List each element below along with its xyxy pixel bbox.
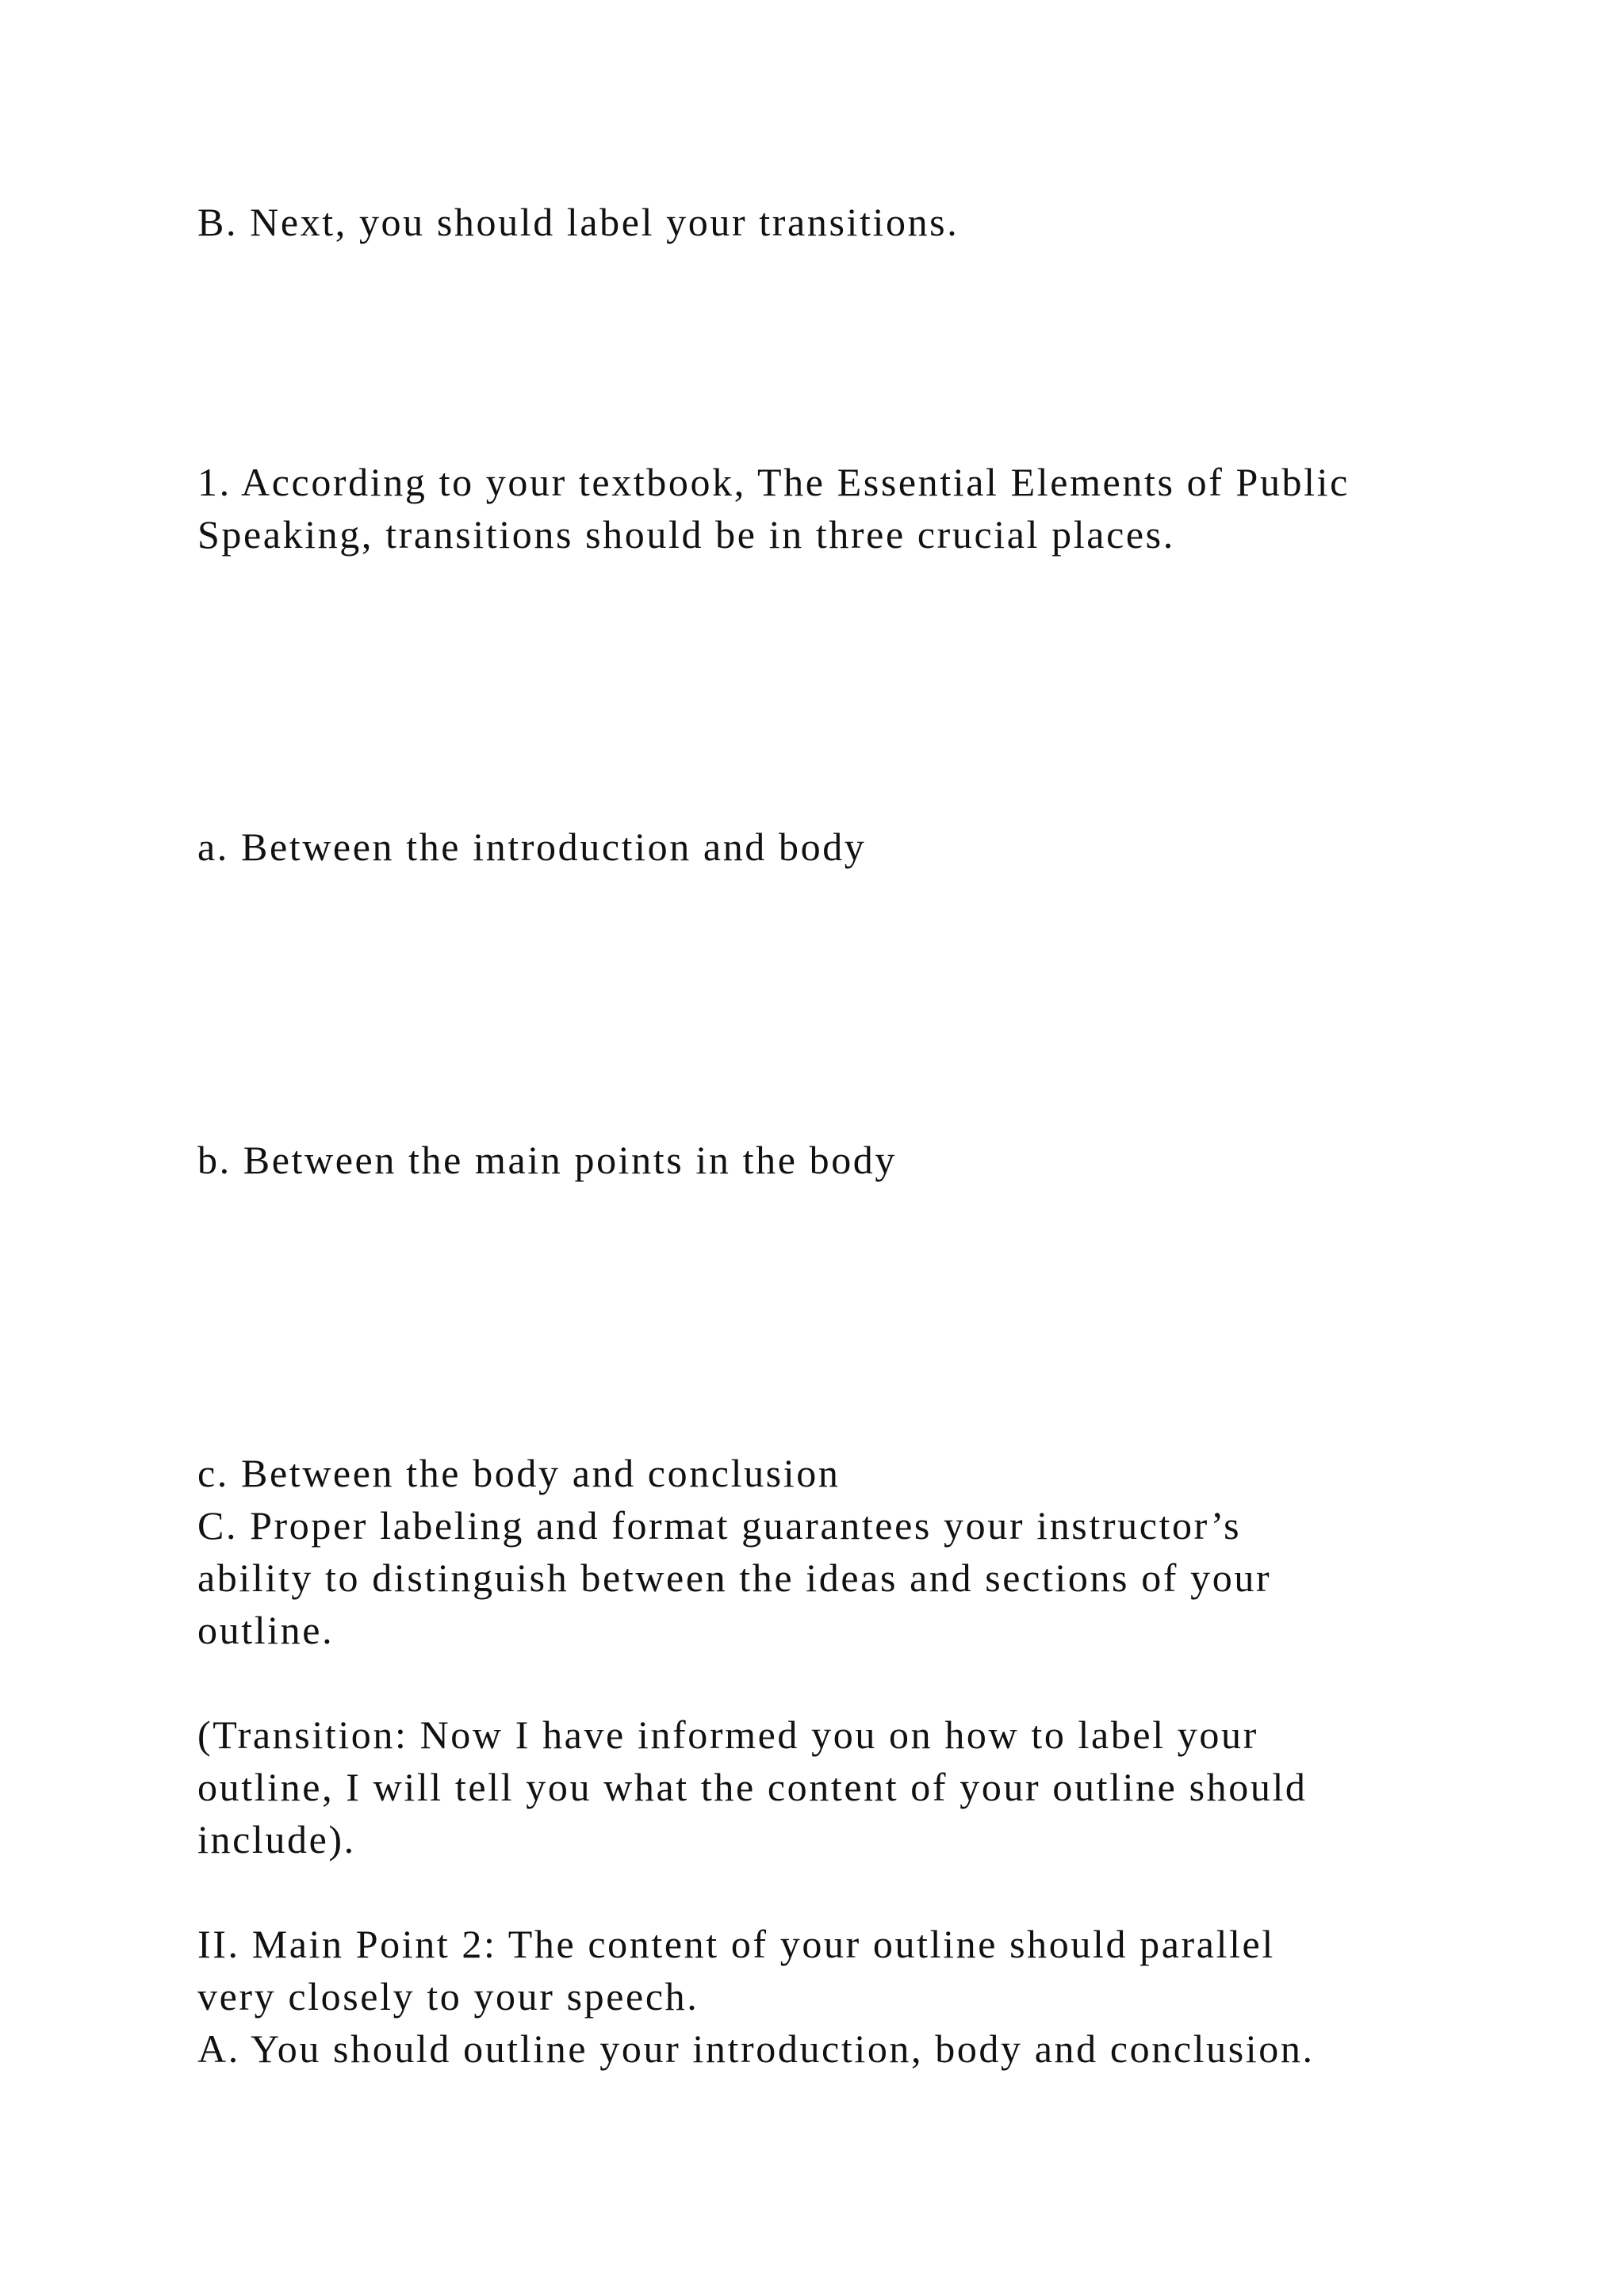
text-line: B. Next, you should label your transitions. [197,200,959,244]
text-line: include). [197,1817,356,1862]
text-line: c. Between the body and conclusion [197,1451,841,1495]
text-line: ability to distinguish between the ideas and sections of your [197,1556,1272,1600]
text-line: b. Between the main points in the body [197,1138,898,1182]
text-line: Speaking, transitions should be in three crucial places. [197,512,1175,557]
text-line: outline. [197,1608,335,1652]
text-line: II. Main Point 2: The content of your outline should parallel [197,1922,1275,1966]
text-line: 1. According to your textbook, The Essential Elements of Public [197,460,1350,504]
text-line: A. You should outline your introduction, body and conclusion. [197,2026,1315,2071]
text-line: C. Proper labeling and format guarantees your instructor’s [197,1503,1242,1548]
text-line: (Transition: Now I have informed you on how to label your [197,1712,1258,1757]
text-line: a. Between the introduction and body [197,825,867,869]
text-line: outline, I will tell you what the content of your outline should [197,1765,1308,1809]
text-line: very closely to your speech. [197,1974,699,2019]
